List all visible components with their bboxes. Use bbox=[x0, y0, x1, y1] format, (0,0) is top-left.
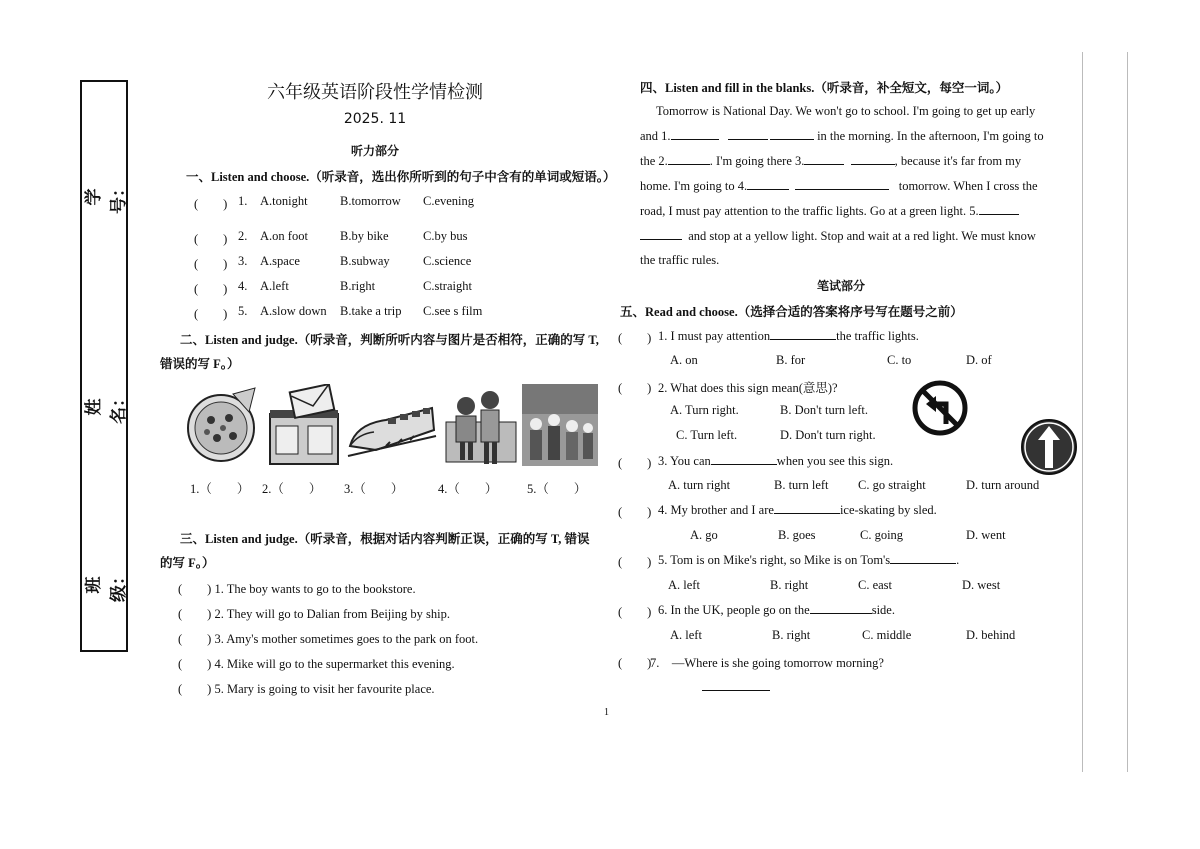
fill-blank[interactable] bbox=[728, 128, 768, 140]
sec1-item bbox=[194, 194, 227, 212]
stem-text: ice-skating by sled. bbox=[839, 503, 937, 517]
passage-line bbox=[640, 203, 1019, 219]
passage-text: and stop at a yellow light. Stop and wait at a red light. We must know bbox=[688, 229, 1036, 243]
student-info-box bbox=[80, 80, 128, 652]
passage-line bbox=[640, 178, 1038, 194]
option: A. turn right bbox=[668, 478, 731, 492]
question-stem bbox=[658, 328, 919, 344]
pizza-picture bbox=[183, 384, 259, 466]
stem-text: side. bbox=[871, 603, 895, 617]
option-c: C.evening bbox=[423, 194, 475, 208]
option: B. for bbox=[776, 353, 806, 367]
question-stem bbox=[658, 502, 937, 518]
answer-paren[interactable]: ( ) bbox=[618, 331, 652, 345]
option: D. behind bbox=[966, 628, 1016, 642]
answer-paren: ( ) bbox=[194, 197, 228, 211]
option: D. of bbox=[966, 353, 992, 367]
option: A. on bbox=[670, 353, 698, 367]
fill-blank[interactable] bbox=[804, 153, 844, 165]
writing-header: 笔试部分 bbox=[816, 279, 865, 293]
listening-header: 听力部分 bbox=[350, 144, 399, 158]
option: A. Turn right. bbox=[670, 403, 739, 417]
fill-blank[interactable] bbox=[668, 153, 710, 165]
option-c: C.see s film bbox=[423, 304, 483, 318]
sec3-heading-line1: 三、Listen and judge.（听录音，根据对话内容判断正误，正确的写 T, 错误 bbox=[180, 532, 590, 546]
option: B. goes bbox=[778, 528, 816, 542]
sec2-heading-line2: 错误的写 F。） bbox=[160, 357, 240, 371]
option-c: C.by bus bbox=[423, 229, 468, 243]
picture-answer-blank[interactable]: 4.（ ） bbox=[438, 482, 498, 496]
option-c: C.straight bbox=[423, 279, 472, 293]
family-picture bbox=[522, 384, 598, 466]
fill-blank[interactable] bbox=[979, 203, 1019, 215]
fill-blank[interactable] bbox=[640, 228, 682, 240]
no-left-turn-sign-icon bbox=[912, 380, 968, 436]
question-stem bbox=[658, 552, 959, 568]
option: B. right bbox=[770, 578, 809, 592]
passage-line bbox=[640, 228, 1036, 244]
stem-text: . bbox=[956, 553, 960, 567]
class-label: 班级： bbox=[84, 568, 129, 602]
sec1-heading: 一、Listen and choose.（听录音，选出你所听到的句子中含有的单词或短语。） bbox=[186, 170, 616, 184]
sec2-heading-line1: 二、Listen and judge.（听录音，判断所听内容与图片是否相符，正确的写 T, bbox=[180, 333, 599, 347]
student-id-label: 学号： bbox=[84, 180, 129, 214]
answer-paren[interactable]: ( ) bbox=[618, 381, 652, 395]
question-stem bbox=[658, 453, 893, 469]
option-a: A.left bbox=[260, 279, 289, 293]
fill-blank[interactable] bbox=[774, 502, 840, 514]
passage-text: home. I'm going to 4. bbox=[640, 179, 748, 193]
fill-blank[interactable] bbox=[770, 128, 814, 140]
go-straight-sign-icon bbox=[1020, 418, 1078, 476]
passage-text: tomorrow. When I cross the bbox=[898, 179, 1038, 193]
option: B. turn left bbox=[774, 478, 829, 492]
stem-text: 1. I must pay attention bbox=[658, 329, 771, 343]
sec1-item-num: 2. bbox=[238, 229, 248, 243]
sec1-item-num: 3. bbox=[238, 254, 248, 268]
post-office-picture bbox=[266, 384, 342, 466]
option: D. went bbox=[966, 528, 1006, 542]
passage-line bbox=[640, 128, 1044, 144]
option-a: A.tonight bbox=[260, 194, 308, 208]
option-b: B.by bike bbox=[340, 229, 389, 243]
fill-blank[interactable] bbox=[810, 602, 872, 614]
question-stem bbox=[658, 602, 895, 618]
answer-paren: ( ) bbox=[194, 307, 228, 321]
page-title: 六年级英语阶段性学情检测 bbox=[267, 82, 483, 103]
answer-paren: ( ) bbox=[194, 232, 228, 246]
fill-blank[interactable] bbox=[711, 453, 777, 465]
sec1-item-num: 5. bbox=[238, 304, 248, 318]
option-b: B.tomorrow bbox=[340, 194, 401, 208]
stem-text: when you see this sign. bbox=[776, 454, 894, 468]
fill-blank[interactable] bbox=[795, 178, 835, 190]
question-stem: 7. —Where is she going tomorrow morning? bbox=[650, 656, 884, 670]
passage-line bbox=[640, 153, 1021, 169]
train-picture bbox=[346, 384, 438, 466]
passage-line: the traffic rules. bbox=[640, 253, 720, 267]
option: A. go bbox=[690, 528, 718, 542]
option: C. go straight bbox=[858, 478, 926, 492]
picture-answer-blank[interactable]: 2.（ ） bbox=[262, 482, 322, 496]
option-a: A.slow down bbox=[260, 304, 327, 318]
fill-blank[interactable] bbox=[890, 552, 956, 564]
exam-date: 2025. 11 bbox=[343, 111, 407, 127]
stem-text: 4. My brother and I are bbox=[658, 503, 774, 517]
answer-paren[interactable]: ( ) bbox=[618, 505, 652, 519]
sec3-item: ( ) 3. Amy's mother sometimes goes to the park on foot. bbox=[178, 632, 479, 646]
option: C. Turn left. bbox=[676, 428, 738, 442]
option: D. turn around bbox=[966, 478, 1040, 492]
right-margin-strip bbox=[1082, 52, 1128, 772]
passage-text: in the morning. In the afternoon, I'm going to bbox=[817, 129, 1044, 143]
stem-text: the traffic lights. bbox=[836, 329, 919, 343]
fill-blank[interactable] bbox=[747, 178, 789, 190]
passage-text: road, I must pay attention to the traffic lights. Go at a green light. 5. bbox=[640, 204, 979, 218]
passage-text: , because it's far from my bbox=[894, 154, 1022, 168]
sec3-heading-line2: 的写 F。） bbox=[160, 556, 215, 570]
page-number: 1 bbox=[604, 707, 609, 718]
fill-blank[interactable] bbox=[835, 178, 889, 190]
fill-blank[interactable] bbox=[671, 128, 719, 140]
fill-blank[interactable] bbox=[851, 153, 895, 165]
picture-answer-blank[interactable]: 5.（ ） bbox=[527, 482, 587, 496]
passage-text: and 1. bbox=[640, 129, 671, 143]
sec3-item: ( ) 2. They will go to Dalian from Beijing by ship. bbox=[178, 607, 450, 621]
passage-line: Tomorrow is National Day. We won't go to school. I'm going to get up early bbox=[656, 104, 1036, 118]
option-b: B.right bbox=[340, 279, 376, 293]
option: C. middle bbox=[862, 628, 912, 642]
option-c: C.science bbox=[423, 254, 472, 268]
question-stem: 2. What does this sign mean(意思)? bbox=[658, 381, 838, 395]
option: A. left bbox=[668, 578, 700, 592]
sec4-heading: 四、Listen and fill in the blanks.（听录音，补全短文，每空一词。） bbox=[640, 81, 1009, 95]
option-a: A.space bbox=[260, 254, 300, 268]
sec5-heading: 五、Read and choose.（选择合适的答案将序号写在题号之前） bbox=[620, 305, 963, 319]
option-b: B.subway bbox=[340, 254, 390, 268]
option: C. going bbox=[860, 528, 904, 542]
option: A. left bbox=[670, 628, 702, 642]
option: C. to bbox=[887, 353, 912, 367]
option-b: B.take a trip bbox=[340, 304, 402, 318]
option: C. east bbox=[858, 578, 893, 592]
sec3-item: ( ) 5. Mary is going to visit her favourite place. bbox=[178, 682, 435, 696]
fill-blank[interactable] bbox=[770, 328, 836, 340]
stem-text: 5. Tom is on Mike's right, so Mike is on Tom's bbox=[658, 553, 891, 567]
answer-paren: ( ) bbox=[194, 257, 228, 271]
picture-answer-blank[interactable]: 3.（ ） bbox=[344, 482, 404, 496]
answer-line[interactable] bbox=[702, 690, 770, 691]
picture-answer-blank[interactable]: 1.（ ） bbox=[190, 482, 250, 496]
option: D. Don't turn right. bbox=[780, 428, 876, 442]
passage-text: the 2. bbox=[640, 154, 668, 168]
stem-text: 3. You can bbox=[658, 454, 711, 468]
option: B. right bbox=[772, 628, 811, 642]
option: B. Don't turn left. bbox=[780, 403, 869, 417]
cinema-picture bbox=[444, 384, 520, 466]
sec1-item-num: 4. bbox=[238, 279, 248, 293]
answer-paren[interactable]: ( ) bbox=[618, 555, 652, 569]
option: D. west bbox=[962, 578, 1001, 592]
answer-paren[interactable]: ( ) bbox=[618, 456, 652, 470]
sec3-item: ( ) 4. Mike will go to the supermarket this evening. bbox=[178, 657, 455, 671]
option-a: A.on foot bbox=[260, 229, 308, 243]
name-label: 姓名： bbox=[84, 390, 129, 424]
passage-text: . I'm going there 3. bbox=[709, 154, 805, 168]
sec3-item: ( ) 1. The boy wants to go to the bookstore. bbox=[178, 582, 416, 596]
sec1-item-num: 1. bbox=[238, 194, 248, 208]
answer-paren[interactable]: ( ) bbox=[618, 605, 652, 619]
answer-paren[interactable]: ( ) bbox=[618, 656, 652, 670]
answer-paren: ( ) bbox=[194, 282, 228, 296]
stem-text: 6. In the UK, people go on the bbox=[658, 603, 810, 617]
